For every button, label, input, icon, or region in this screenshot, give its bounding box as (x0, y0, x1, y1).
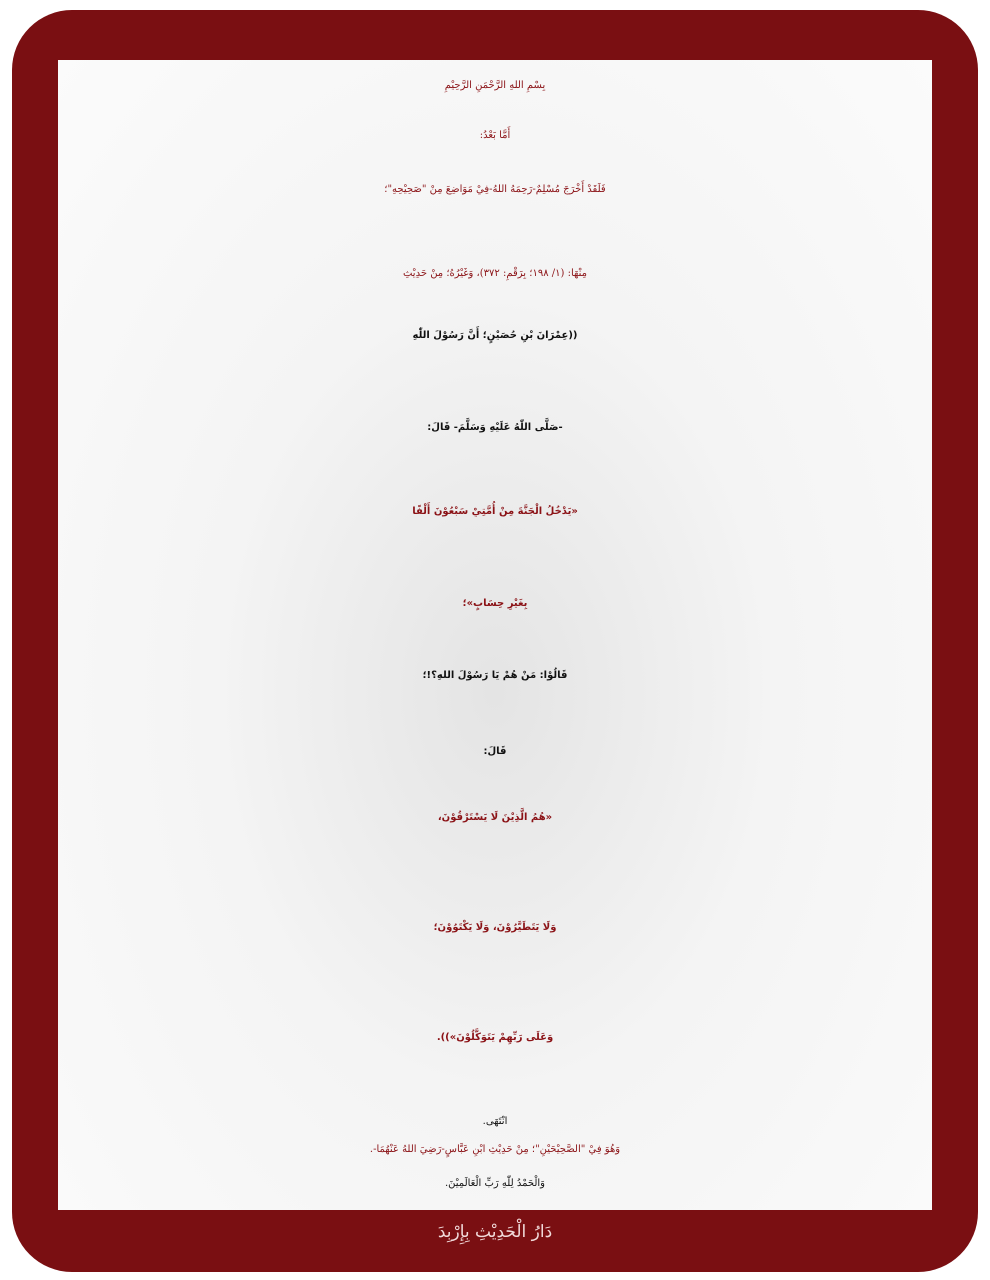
qala: قَالَ: (483, 746, 507, 757)
narration-line-1: ((عِمْرَانَ بْنِ حُصَيْنٍ؛ أَنَّ رَسُوْلَ اللّٰهِ (412, 330, 578, 341)
intro-line-2: مِنْهَا: (١/ ١٩٨؛ بِرَقْمِ: ٣٧٢)، وَغَيْرُهُ؛ مِنْ حَدِيْثِ (402, 268, 587, 279)
amma-bad: أَمَّا بَعْدُ: (479, 130, 511, 141)
brand-signature: دَارُ الْحَدِيْثِ بِإِرْبِدَ (437, 1222, 553, 1242)
hadith-line-2: بِغَيْرِ حِسَابٍ»؛ (462, 598, 528, 609)
answer-line-2: وَلَا يَتَطَيَّرُوْنَ، وَلَا يَكْتَوُوْنَ؛ (433, 922, 557, 933)
intaha: انْتَهَى. (482, 1116, 508, 1127)
content-panel (58, 60, 932, 1210)
answer-line-1: «هُمُ الَّذِيْنَ لَا يَسْتَرْقُوْنَ، (437, 812, 553, 823)
intro-line-1: فَلَقَدْ أَخْرَجَ مُسْلِمٌ-رَحِمَهُ اللهُ-فِيْ مَوَاضِعَ مِنْ "صَحِيْحِهِ"؛ (384, 184, 606, 195)
answer-line-3: وَعَلَى رَبِّهِمْ يَتَوَكَّلُوْنَ»)). (436, 1032, 554, 1043)
hadith-line-1: «يَدْخُلُ الْجَنَّةَ مِنْ أُمَّتِيْ سَبْعُوْنَ أَلْفًا (412, 506, 578, 517)
question: قَالُوْا: مَنْ هُمْ يَا رَسُوْلَ اللهِ؟!؛ (422, 670, 568, 681)
basmala: بِسْمِ اللهِ الرَّحْمَنِ الرَّحِيْمِ (444, 80, 546, 91)
closing-line-1: وَهُوَ فِيْ "الصَّحِيْحَيْنِ"؛ مِنْ حَدِيْثِ ابْنِ عَبَّاسٍ-رَضِيَ اللهُ عَنْهُمَا-. (369, 1144, 621, 1155)
narration-line-2: -صَلَّى اللّٰهُ عَلَيْهِ وَسَلَّمَ- قَالَ: (427, 422, 563, 433)
closing-line-2: وَالْحَمْدُ لِلّٰهِ رَبِّ الْعَالَمِيْنَ. (445, 1178, 545, 1189)
